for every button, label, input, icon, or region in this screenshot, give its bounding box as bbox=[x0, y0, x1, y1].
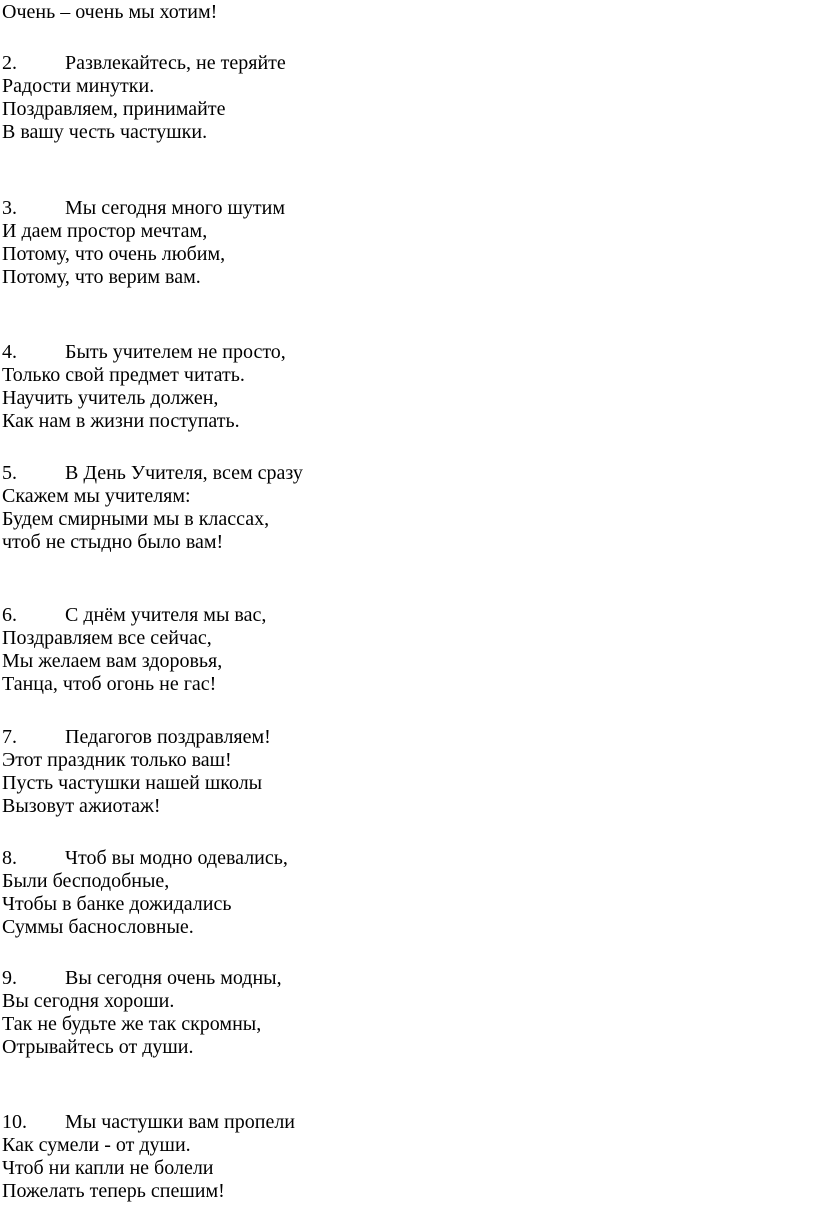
verse-number: 10. bbox=[2, 1111, 27, 1133]
verse-line-text: Как нам в жизни поступать. bbox=[2, 410, 240, 432]
verse-line-text: Чтоб ни капли не болели bbox=[2, 1157, 214, 1179]
verse-line-text: Чтоб вы модно одевались, bbox=[65, 847, 288, 869]
verse-line-text: Вы сегодня очень модны, bbox=[65, 967, 282, 989]
verse-number: 3. bbox=[2, 197, 17, 219]
verse-line-text: Развлекайтесь, не теряйте bbox=[65, 52, 286, 74]
verse-line-text: Пожелать теперь спешим! bbox=[2, 1180, 225, 1202]
verse-9 bbox=[2, 967, 816, 1059]
intro-line: Очень – очень мы хотим! bbox=[2, 1, 218, 23]
verse-line-text: Потому, что очень любим, bbox=[2, 243, 226, 265]
verse-line-text: Вы сегодня хороши. bbox=[2, 990, 175, 1012]
verse-line bbox=[2, 726, 816, 749]
verse-line-text: Как сумели - от души. bbox=[2, 1134, 191, 1156]
verse-line-text: Пусть частушки нашей школы bbox=[2, 772, 263, 794]
verse-line-text: Будем смирными мы в классах, bbox=[2, 508, 270, 530]
verse-line-text: Быть учителем не просто, bbox=[65, 341, 286, 363]
verse-number: 4. bbox=[2, 341, 17, 363]
verse-line-text: чтоб не стыдно было вам! bbox=[2, 531, 224, 553]
verse-10 bbox=[2, 1111, 816, 1203]
verse-line-text: Так не будьте же так скромны, bbox=[2, 1013, 262, 1035]
verse-line-text: Только свой предмет читать. bbox=[2, 364, 245, 386]
verse-line-text: И даем простор мечтам, bbox=[2, 220, 208, 242]
verse-line-text: Мы частушки вам пропели bbox=[65, 1111, 296, 1133]
verse-4 bbox=[2, 341, 816, 433]
verse-line bbox=[2, 604, 816, 627]
verse-line-text: В вашу честь частушки. bbox=[2, 121, 208, 143]
verse-line-text: Педагогов поздравляем! bbox=[65, 726, 271, 748]
verse-line bbox=[2, 52, 816, 75]
verse-line-text: В День Учителя, всем сразу bbox=[65, 462, 303, 484]
verse-8 bbox=[2, 847, 816, 939]
verse-line-text: Были бесподобные, bbox=[2, 870, 170, 892]
verse-number: 2. bbox=[2, 52, 17, 74]
verse-6 bbox=[2, 604, 816, 696]
verse-number: 6. bbox=[2, 604, 17, 626]
verse-line-text: Суммы баснословные. bbox=[2, 916, 194, 938]
verse-number: 9. bbox=[2, 967, 17, 989]
verse-line-text: Радости минутки. bbox=[2, 75, 155, 97]
verse-7 bbox=[2, 726, 816, 818]
verse-2 bbox=[2, 52, 816, 144]
verse-line-text: Отрывайтесь от души. bbox=[2, 1036, 194, 1058]
verse-number: 5. bbox=[2, 462, 17, 484]
verse-line-text: Поздравляем, принимайте bbox=[2, 98, 226, 120]
verse-line-text: Мы сегодня много шутим bbox=[65, 197, 285, 219]
verse-number: 7. bbox=[2, 726, 17, 748]
verse-line-text: С днём учителя мы вас, bbox=[65, 604, 267, 626]
verse-3 bbox=[2, 197, 816, 289]
verse-line bbox=[2, 197, 816, 220]
verse-line-text: Вызовут ажиотаж! bbox=[2, 795, 161, 817]
verse-line-text: Чтобы в банке дожидались bbox=[2, 893, 232, 915]
verse-line bbox=[2, 967, 816, 990]
verse-line bbox=[2, 847, 816, 870]
verse-line bbox=[2, 1111, 816, 1134]
verse-line-text: Мы желаем вам здоровья, bbox=[2, 650, 223, 672]
verse-line-text: Танца, чтоб огонь не гас! bbox=[2, 673, 217, 695]
verse-line-text: Потому, что верим вам. bbox=[2, 266, 201, 288]
verse-number: 8. bbox=[2, 847, 17, 869]
verse-5 bbox=[2, 462, 816, 554]
verse-line-text: Научить учитель должен, bbox=[2, 387, 219, 409]
verse-line-text: Этот праздник только ваш! bbox=[2, 749, 232, 771]
verse-line bbox=[2, 462, 816, 485]
verse-line-text: Скажем мы учителям: bbox=[2, 485, 191, 507]
verse-line bbox=[2, 341, 816, 364]
verse-line-text: Поздравляем все сейчас, bbox=[2, 627, 212, 649]
